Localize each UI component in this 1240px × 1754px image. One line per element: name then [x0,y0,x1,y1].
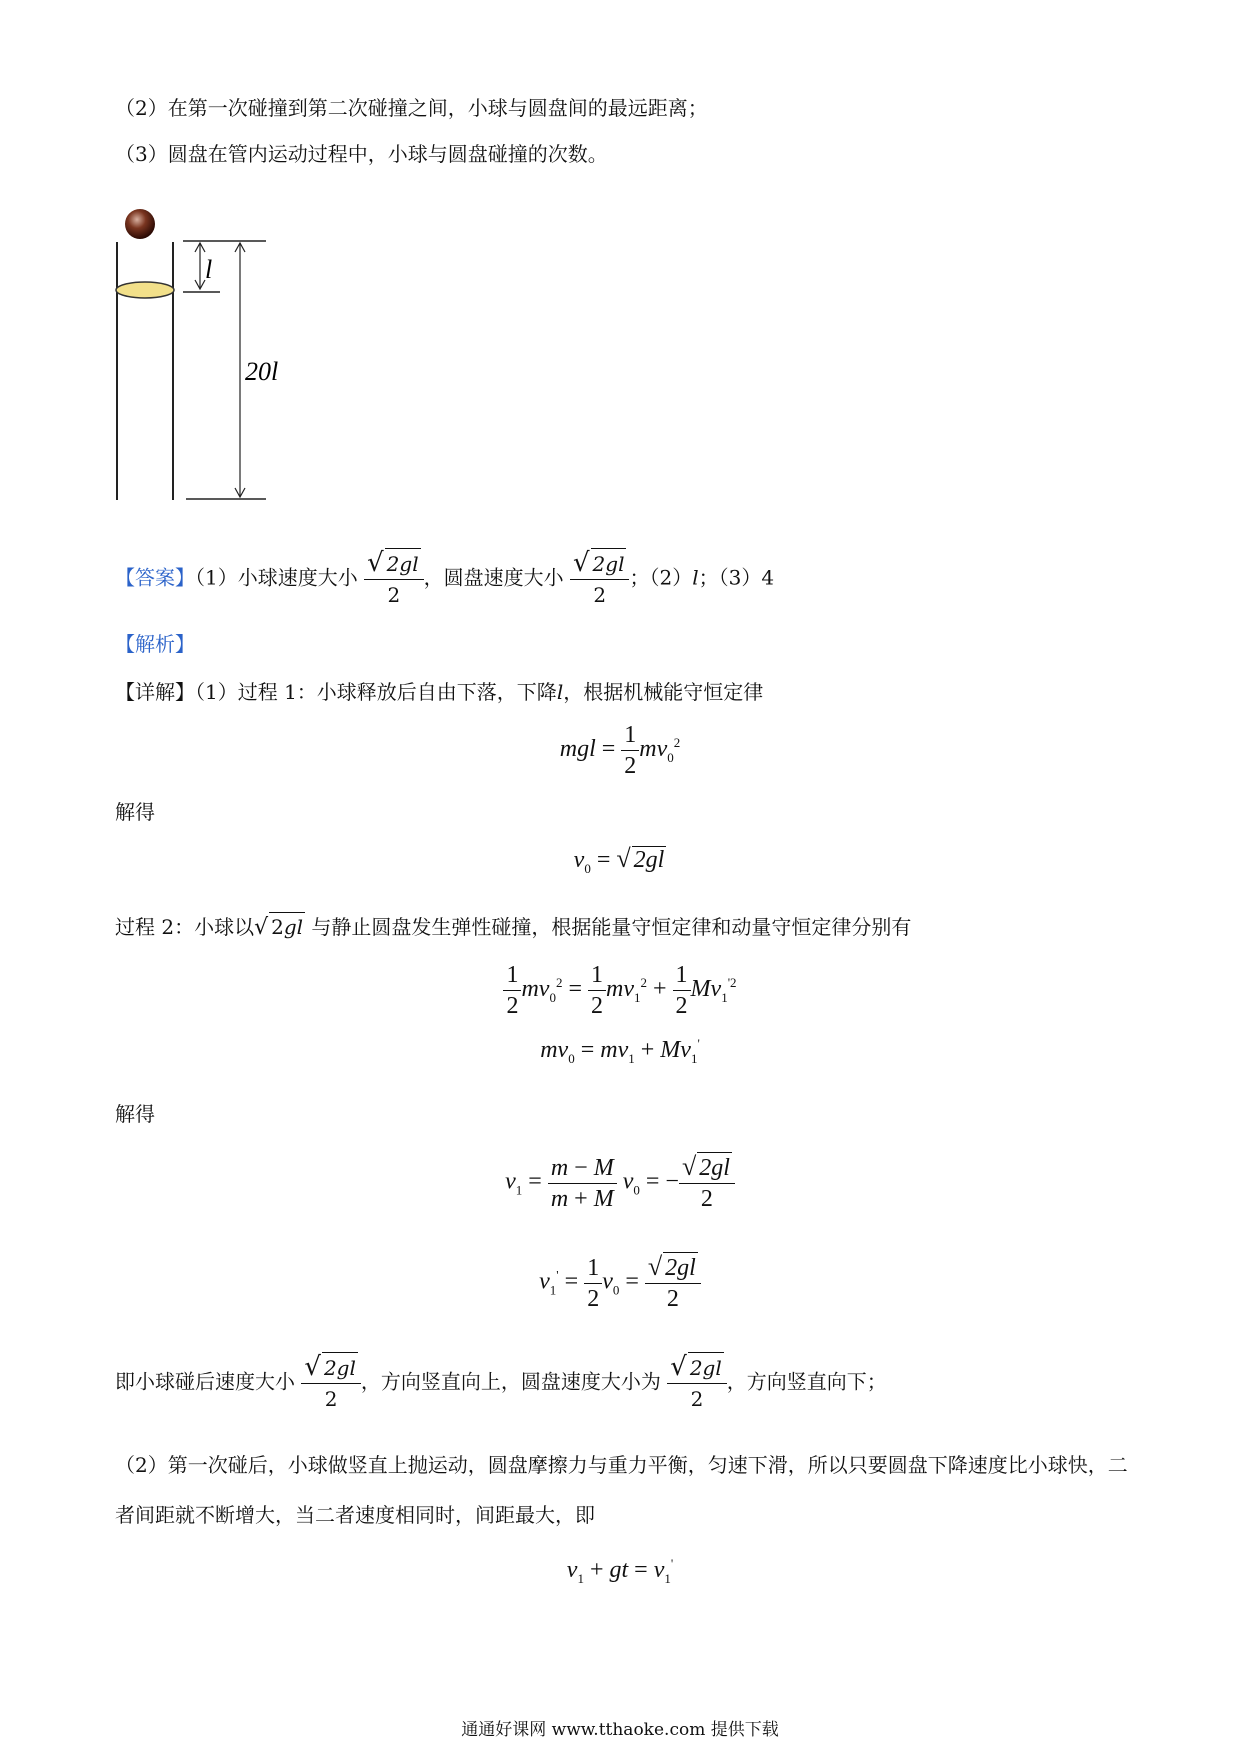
answer-line: 【答案】（1）小球速度大小 $\frac{√ 2gl}{2}$ ，圆盘速度大小 $\frac{√ 2gl}{2}$ ；（2）l；（3）4 [115,548,774,610]
equation-v1: $v_1$ = $\frac{m - M}{m + M}$ $v_0$ = − $\frac{√ 2gl}{2}$ [0,1152,1240,1214]
equation-v0: $v_0$ = √ 2gl [573,844,665,876]
question-3: （3）圆盘在管内运动过程中，小球与圆盘碰撞的次数。 [115,142,608,166]
tube-figure [100,200,280,510]
fraction: $\frac{√ 2gl}{2}$ [301,1352,361,1414]
after-collision-line: 即小球碰后速度大小 $\frac{√ 2gl}{2}$ ，方向竖直向上，圆盘速度大小为 $\frac{√ 2gl}{2}$ ，方向竖直向下； [115,1352,887,1414]
disc [116,282,174,298]
detail-line-1: 【详解】（1）过程 1：小球释放后自由下落，下降l，根据机械能守恒定律 [115,680,764,704]
answer-tag: 【答案】 [115,565,195,590]
equation-equal-speed: $v_1$ + gt = $v_1'$ [566,1556,674,1586]
fraction: $\frac{√ 2gl}{2}$ [364,548,424,610]
equation-momentum: $mv_0 = mv_1 + Mv_1'$ [540,1036,700,1066]
label-20l: 20l [245,357,279,386]
equation-energy: mgl = $\frac{1}{2}$ $mv_0^2$ [559,722,681,779]
analysis-tag: 【解析】 [115,632,195,656]
fraction: $\frac{√ 2gl}{2}$ [570,548,630,610]
question-2: （2）在第一次碰撞到第二次碰撞之间，小球与圆盘间的最远距离； [115,96,708,120]
label-l: l [205,255,213,284]
equation-energy-conservation: $\frac{1}{2}$ $mv_0^2$ = $\frac{1}{2}$ $mv_1^2$ + $\frac{1}{2}$ $Mv_1^{'2}$ [0,960,1240,1021]
ball [125,209,155,239]
process-2-line: 过程 2：小球以√ 2gl 与静止圆盘发生弹性碰撞，根据能量守恒定律和动量守恒定律分别有 [115,912,911,942]
fraction: $\frac{√ 2gl}{2}$ [667,1352,727,1414]
solve-label-2: 解得 [115,1102,155,1126]
part-2-paragraph: （2）第一次碰后，小球做竖直上抛运动，圆盘摩擦力与重力平衡，匀速下滑，所以只要圆盘下降速度比小球快，二者间距就不断增大，当二者速度相同时，间距最大，即 [115,1453,1128,1527]
solve-label-1: 解得 [115,800,155,824]
footer: 通通好课网 www.tthaoke.com 提供下载 [461,1720,779,1740]
equation-v1-prime: $v_1'$ = $\frac{1}{2}$ $v_0$ = $\frac{√ 2gl}{2}$ [0,1252,1240,1314]
